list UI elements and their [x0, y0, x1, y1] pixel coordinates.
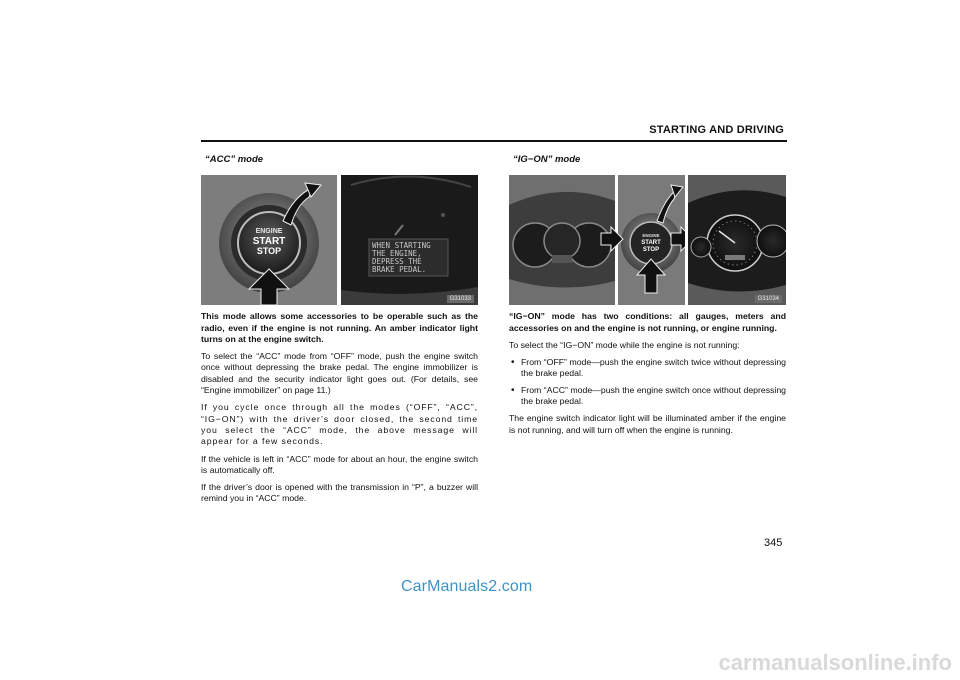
- acc-lead-text: This mode allows some accessories to be operable such as the radio, even if the engine is not running. An amber indicator light turns on at the engine switch.: [201, 311, 478, 344]
- acc-mode-heading: “ACC” mode: [205, 154, 264, 165]
- acc-button-line-1: ENGINE: [255, 228, 283, 236]
- acc-display-line-3: DEPRESS THE: [372, 257, 422, 267]
- acc-figure-code: G31033: [447, 295, 474, 303]
- section-title: STARTING AND DRIVING: [649, 124, 784, 136]
- right-column: [509, 154, 786, 442]
- ig-button-line-3: STOP: [642, 247, 660, 254]
- acc-mode-illustration: [201, 175, 478, 305]
- acc-paragraph-4: If the driver’s door is opened with the transmission in “P”, a buzzer will remind you in “ACC” mode.: [201, 482, 478, 504]
- header-rule: [201, 140, 787, 142]
- acc-display-line-1: WHEN STARTING: [372, 241, 431, 251]
- acc-mode-figure: [201, 175, 478, 305]
- watermark-link[interactable]: CarManuals2.com: [401, 578, 533, 595]
- ig-on-lead-text: “IG−ON” mode has two conditions: all gauges, meters and accessories on and the engine is not running, or engine running.: [509, 311, 786, 333]
- acc-paragraph-2: If you cycle once through all the modes (“OFF”, “ACC”, “IG−ON”) with the driver’s door closed, the second time you select the “ACC” mode, the above message will appear for a few seconds.: [201, 402, 478, 447]
- ig-on-bullet-1: • From “OFF” mode—push the engine switch twice without depressing the brake pedal.: [509, 357, 786, 380]
- ig-on-bullet-2: • From “ACC” mode—push the engine switch once without depressing the brake pedal.: [509, 385, 786, 408]
- watermark-bottom: carmanualsonline.info: [718, 650, 952, 675]
- ig-on-mode-illustration: [509, 175, 786, 305]
- acc-paragraph-3: If the vehicle is left in “ACC” mode for about an hour, the engine switch is automatically off.: [201, 453, 478, 475]
- acc-button-line-3: STOP: [256, 246, 282, 257]
- ig-button-line-1: ENGINE: [642, 233, 660, 239]
- ig-on-mode-heading: “IG−ON” mode: [513, 154, 581, 165]
- ig-on-intro: To select the “IG−ON” mode while the engine is not running:: [509, 339, 740, 350]
- ig-button-line-2: START: [641, 240, 661, 247]
- ig-on-closing: The engine switch indicator light will be illuminated amber if the engine is not running, and will turn off when the engine is running.: [509, 413, 786, 435]
- acc-display-line-4: BRAKE PEDAL.: [372, 265, 427, 275]
- ig-on-figure-code: G31034: [755, 295, 782, 303]
- ig-on-bullet-list: [509, 357, 786, 407]
- acc-button-line-2: START: [252, 236, 286, 248]
- acc-display-line-2: THE ENGINE,: [372, 249, 422, 259]
- left-column: [201, 154, 478, 511]
- ig-on-mode-figure: [509, 175, 786, 305]
- page-number: 345: [764, 537, 783, 549]
- acc-paragraph-1: To select the “ACC” mode from “OFF” mode, push the engine switch once without depressing the brake pedal. The engine immobilizer is disabled and the security indicator light goes out. (For details, see “Engine immobilizer” on page 11.): [201, 351, 478, 396]
